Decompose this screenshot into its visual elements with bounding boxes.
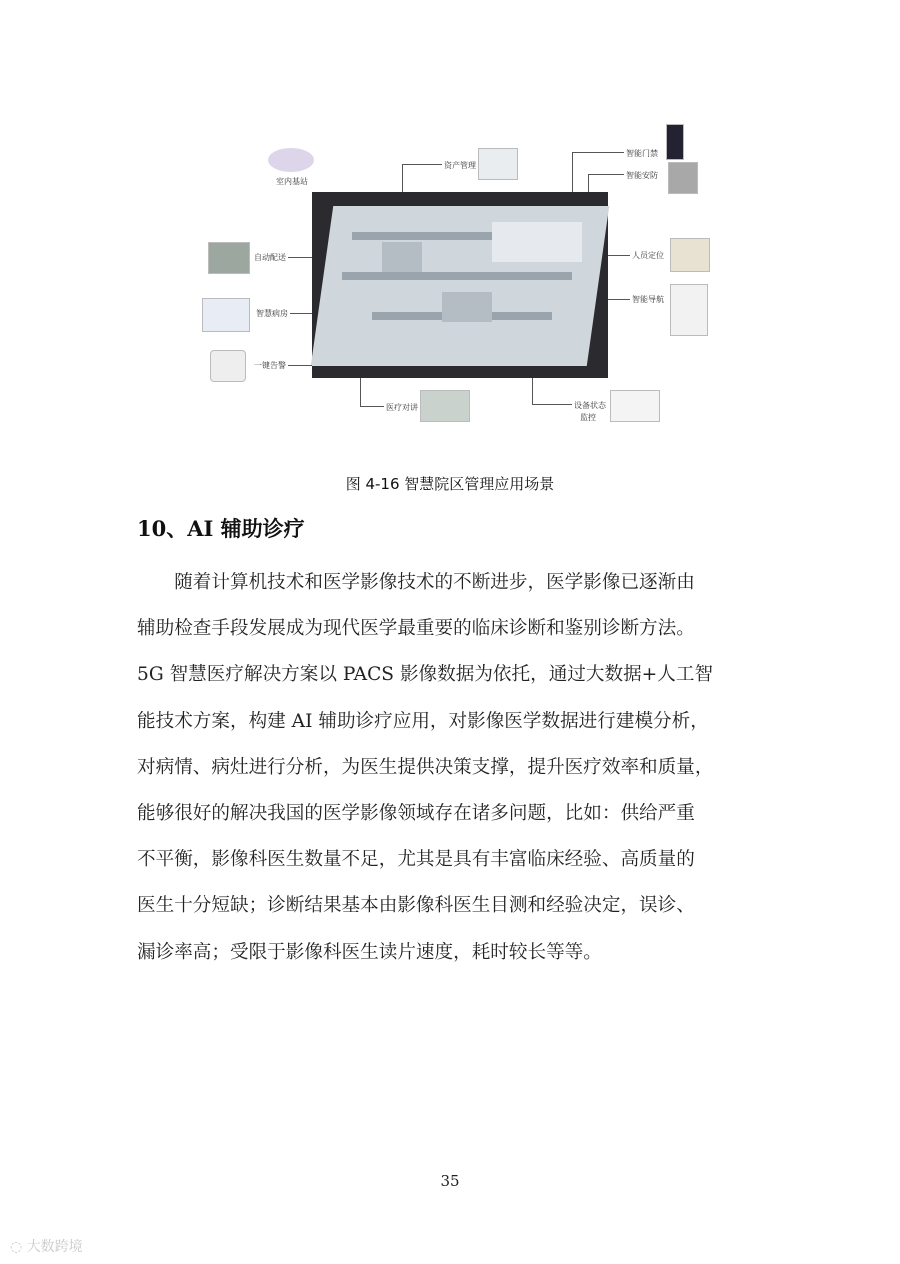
watermark-logo-icon: ◌ (10, 1239, 27, 1255)
delivery-thumbnail (208, 242, 250, 274)
door-phone-thumbnail (666, 124, 684, 160)
intercom-label: 医疗对讲 (386, 403, 418, 412)
page-number: 35 (440, 1172, 460, 1190)
personnel-label: 人员定位 (632, 251, 664, 260)
watermark (10, 1236, 83, 1256)
asset-thumbnail (478, 148, 518, 180)
paragraph-line: 漏诊率高；受限于影像科医生读片速度，耗时较长等等。 (137, 941, 602, 963)
monitor-thumbnail (610, 390, 660, 422)
intercom-thumbnail (420, 390, 470, 422)
alarm-device-thumbnail (210, 350, 246, 382)
alarm-label: 一键告警 (254, 361, 286, 370)
security-face-thumbnail (668, 162, 698, 194)
paragraph-line: 辅助检查手段发展成为现代医学最重要的临床诊断和鉴别诊断方法。 (137, 618, 695, 640)
paragraph-line: 5G 智慧医疗解决方案以 PACS 影像数据为依托，通过大数据+人工智 (137, 664, 714, 686)
tower-icon (268, 148, 314, 172)
nav-label: 智能导航 (632, 295, 664, 304)
figure-caption: 图 4-16 智慧院区管理应用场景 (345, 475, 555, 493)
asset-label: 资产管理 (444, 161, 476, 170)
ward-thumbnail (202, 298, 250, 332)
tower-label: 室内基站 (276, 177, 308, 186)
nav-thumbnail (670, 284, 708, 336)
paragraph-line: 医生十分短缺；诊断结果基本由影像科医生目测和经验决定，误诊、 (137, 895, 695, 917)
paragraph-line: 不平衡，影像科医生数量不足，尤其是具有丰富临床经验、高质量的 (137, 849, 695, 871)
paragraph-line: 能技术方案，构建 AI 辅助诊疗应用，对影像医学数据进行建模分析， (137, 710, 709, 732)
hospital-floorplan-image (312, 192, 608, 378)
paragraph-line: 随着计算机技术和医学影像技术的不断进步，医学影像已逐渐由 (137, 572, 695, 593)
section-heading: 10、AI 辅助诊疗 (137, 516, 305, 541)
door-label: 智能门禁 (626, 149, 658, 158)
monitor-label: 设备状态 (574, 401, 606, 410)
paragraph-line: 能够很好的解决我国的医学影像领域存在诸多问题，比如：供给严重 (137, 803, 695, 825)
ward-label: 智慧病房 (256, 309, 288, 318)
body-paragraph (137, 560, 777, 976)
delivery-label: 自动配送 (254, 253, 286, 262)
security-label: 智能安防 (626, 171, 658, 180)
personnel-thumbnail (670, 238, 710, 272)
paragraph-line: 对病情、病灶进行分析，为医生提供决策支撑，提升医疗效率和质量， (137, 756, 714, 778)
watermark-text: 大数跨境 (26, 1239, 83, 1255)
monitor-label-2: 监控 (580, 413, 596, 422)
smart-hospital-figure (196, 118, 716, 438)
